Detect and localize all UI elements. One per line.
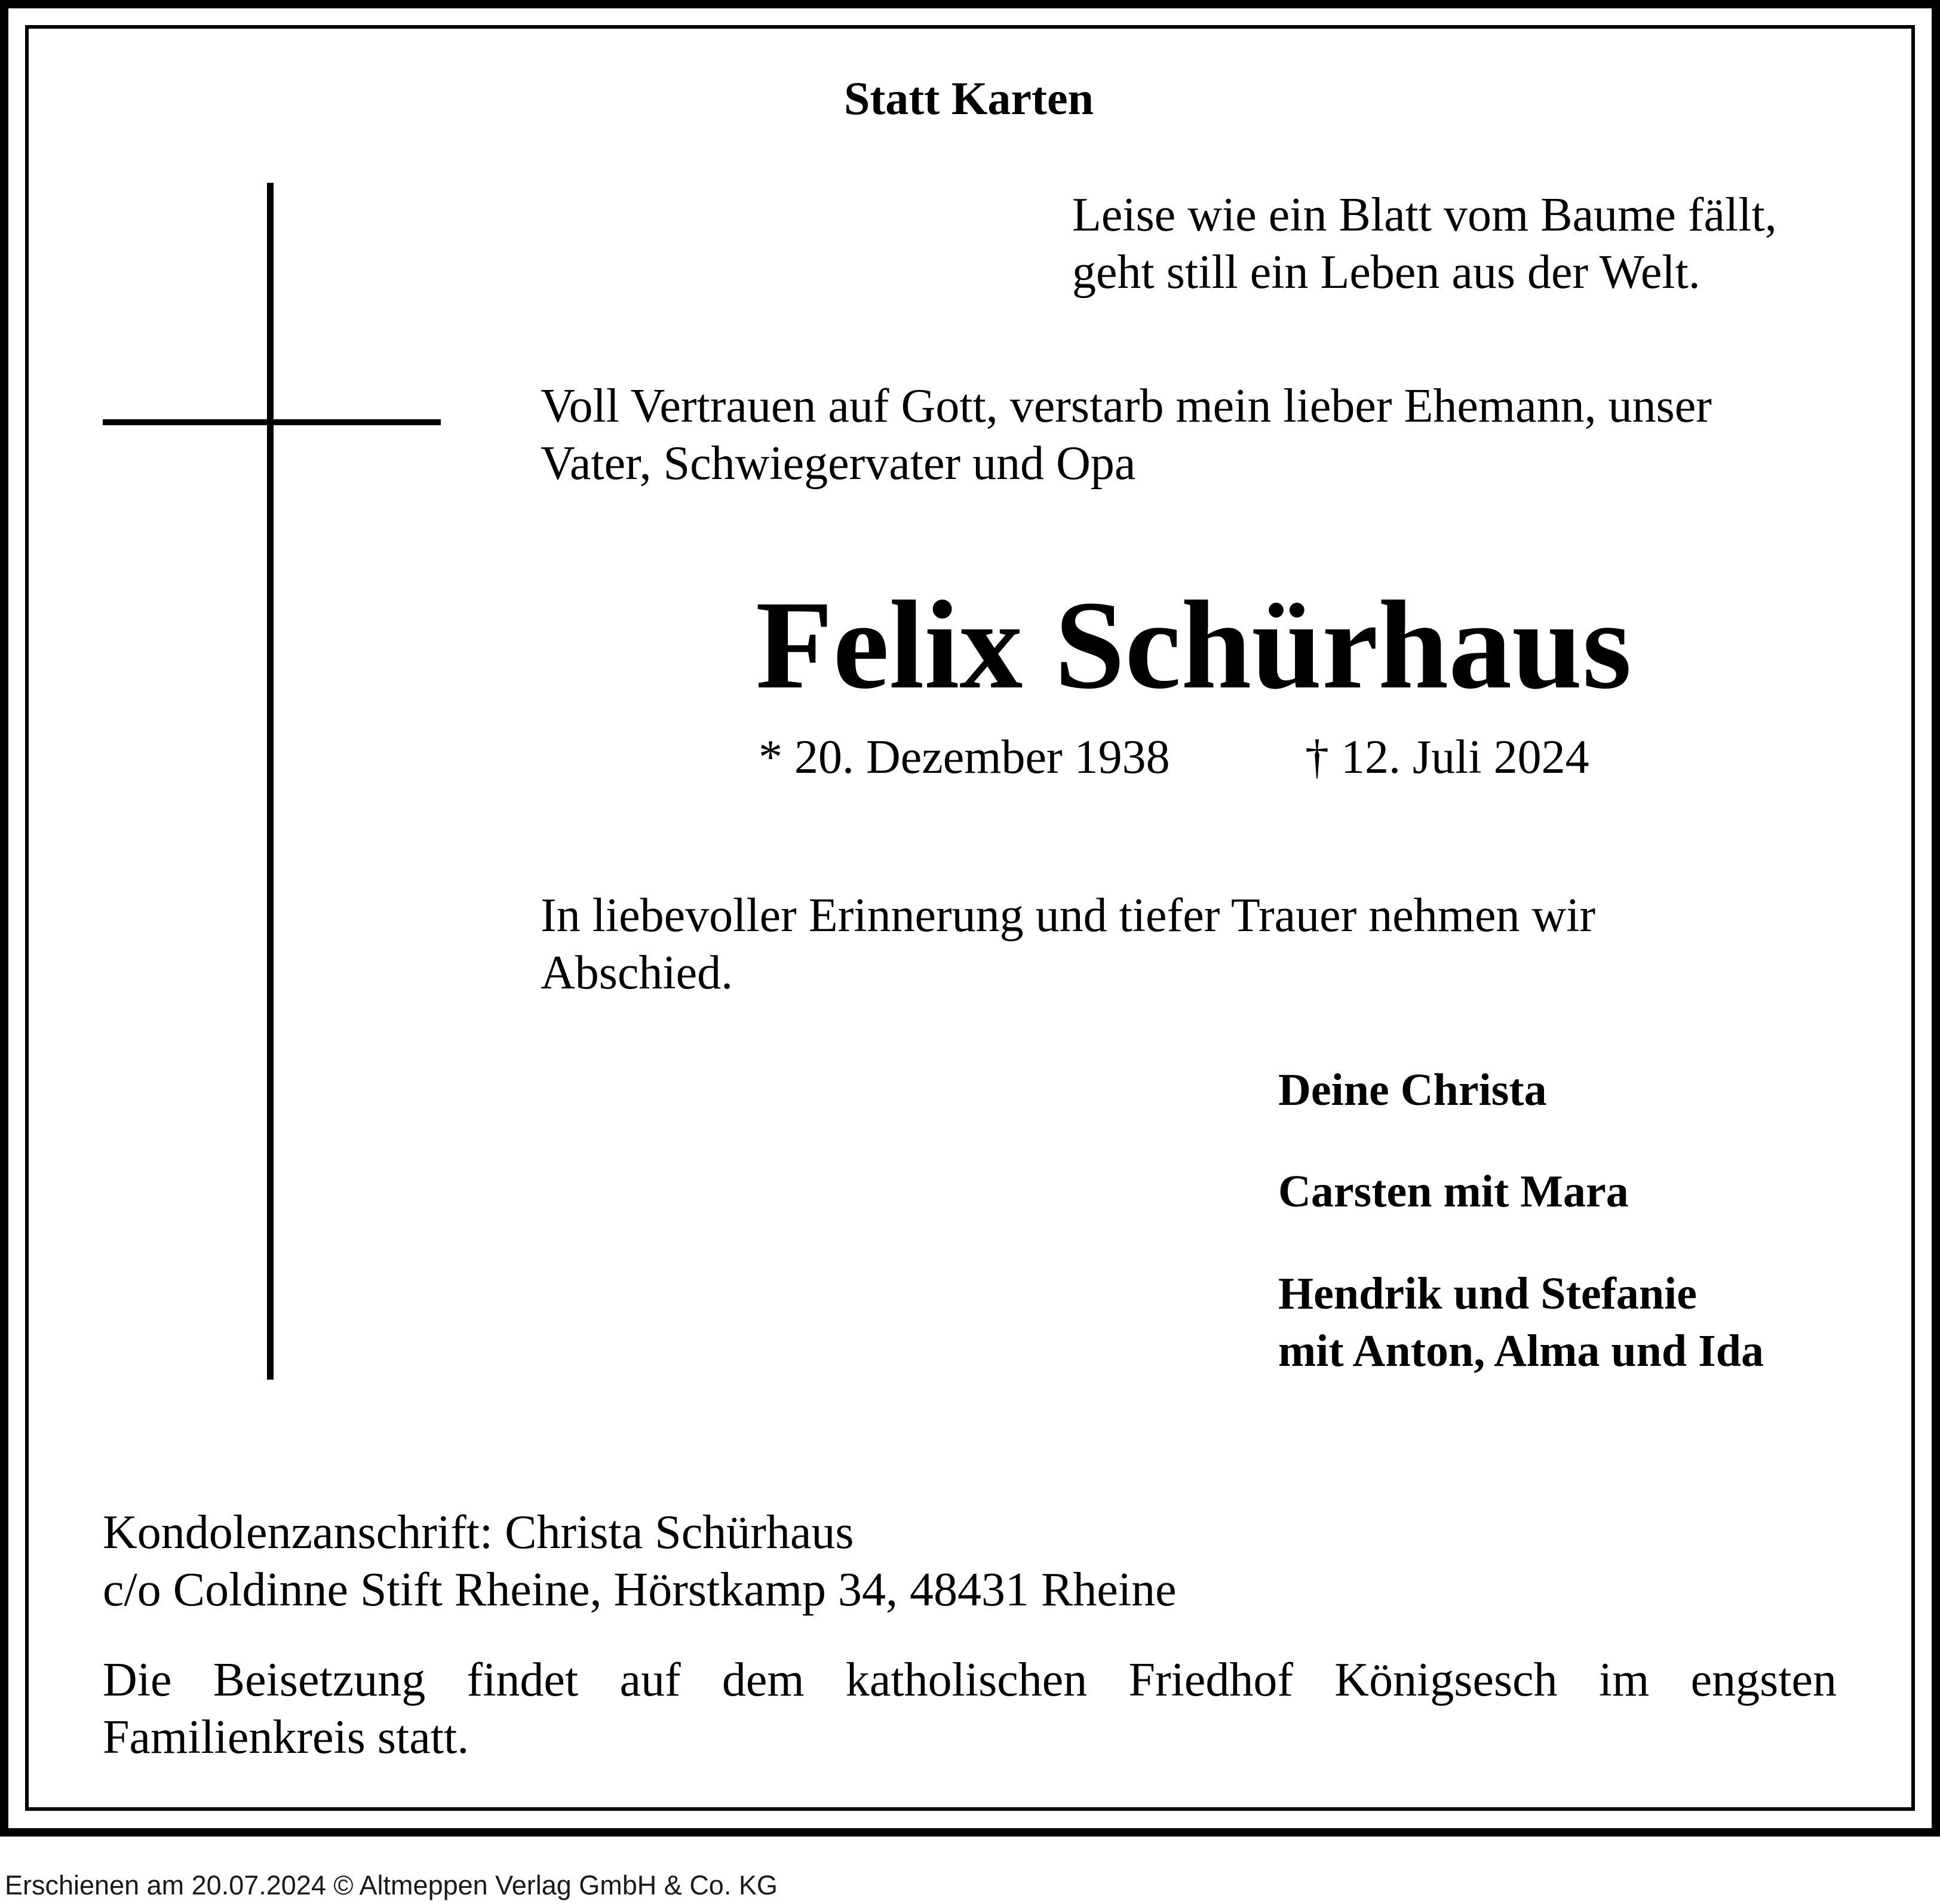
birth-date: * 20. Dezember 1938 [759,731,1170,784]
quote-line-2: geht still ein Leben aus der Welt. [1072,246,1700,299]
family-son-2-line-1: Hendrik und Stefanie [1278,1269,1698,1319]
family-son-2-line-2: mit Anton, Alma und Ida [1278,1326,1764,1376]
farewell-text [541,887,1595,1002]
farewell-line-1: In liebevoller Erinnerung und tiefer Trauer nehmen wir [541,889,1596,942]
farewell-line-2: Abschied. [541,947,733,999]
header-title-text: Statt Karten [843,72,1094,124]
publication-footer: Erschienen am 20.07.2024 © Altmeppen Verlag GmbH & Co. KG [5,1870,778,1900]
cross-icon-vertical [267,183,274,1380]
family-son-1: Carsten mit Mara [1278,1166,1629,1217]
intro-text [541,377,1712,492]
intro-line-2: Vater, Schwiegervater und Opa [541,437,1136,490]
deceased-name: Felix Schürhaus [756,575,1632,715]
family-son-2 [1278,1265,1764,1380]
family-wife: Deine Christa [1278,1065,1547,1115]
cross-icon-horizontal [103,419,441,425]
quote-line-1: Leise wie ein Blatt vom Baume fällt, [1072,189,1777,241]
condolence-address [103,1504,1177,1619]
condolence-line-2: c/o Coldinne Stift Rheine, Hörstkamp 34, 48431 Rheine [103,1564,1177,1616]
death-date: † 12. Juli 2024 [1305,731,1589,784]
memorial-quote [1072,186,1777,301]
header-title [0,72,1940,125]
funeral-notice: Die Beisetzung findet auf dem katholischen Friedhof Königsesch im engsten Familienkreis statt. [103,1654,1837,1764]
intro-line-1: Voll Vertrauen auf Gott, verstarb mein lieber Ehemann, unser [541,380,1712,432]
condolence-line-1: Kondolenzanschrift: Christa Schürhaus [103,1506,854,1559]
